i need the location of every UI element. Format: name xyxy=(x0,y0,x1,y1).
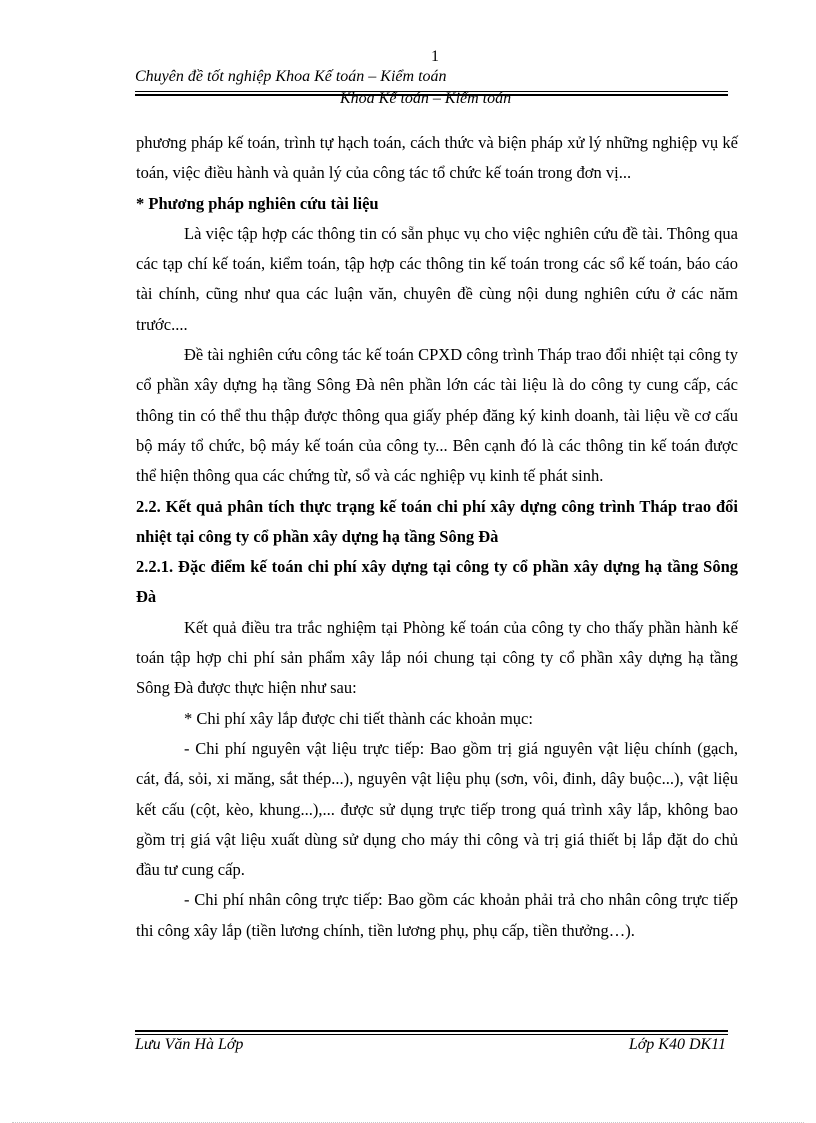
header-title: Chuyên đề tốt nghiệp Khoa Kế toán – Kiểm toán xyxy=(135,68,447,85)
subsection-heading: 2.2.1. Đặc điểm kế toán chi phí xây dựng tại công ty cổ phần xây dựng hạ tầng Sông Đà xyxy=(136,557,738,607)
footer-author: Lưu Văn Hà Lớp xyxy=(135,1036,244,1053)
footer-class: Lớp K40 DK11 xyxy=(628,1036,726,1053)
footer-rule xyxy=(135,1034,728,1035)
footer-rule-thick xyxy=(135,1030,728,1032)
paragraph: * Chi phí xây lắp được chi tiết thành các khoản mục: xyxy=(184,708,533,728)
paragraph: phương pháp kế toán, trình tự hạch toán, cách thức và biện pháp xử lý những nghiệp vụ kế toán, việc điều hành và quản lý của công tác tổ chức kế toán trong đơn vị... xyxy=(136,133,738,183)
paragraph: - Chi phí nhân công trực tiếp: Bao gồm các khoản phải trả cho nhân công trực tiếp thi công xây lắp (tiền lương chính, tiền lương phụ, phụ cấp, tiền thưởng…). xyxy=(136,890,738,940)
page-number: 1 xyxy=(431,48,439,65)
header-subtitle: Khoa Kế toán – Kiểm toán xyxy=(340,90,512,104)
document-body xyxy=(136,128,738,946)
paragraph: Là việc tập hợp các thông tin có sẵn phục vụ cho việc nghiên cứu đề tài. Thông qua các tạp chí kế toán, kiểm toán, tập hợp các thông tin kế toán trong các sổ kế toán, báo cáo tài chính, cũng như qua các luận văn, chuyên đề cùng nội dung nghiên cứu ở các năm trước.... xyxy=(136,223,738,334)
section-heading: 2.2. Kết quả phân tích thực trạng kế toán chi phí xây dựng công trình Tháp trao đổi nhiệt tại công ty cổ phần xây dựng hạ tầng Sông Đà xyxy=(136,496,738,546)
section-heading: * Phương pháp nghiên cứu tài liệu xyxy=(136,193,379,213)
paragraph: Kết quả điều tra trắc nghiệm tại Phòng kế toán của công ty cho thấy phần hành kế toán tập hợp chi phí sản phẩm xây lắp nói chung tại công ty cổ phần xây dựng hạ tầng Sông Đà được thực hiện như sau: xyxy=(136,617,738,698)
paragraph: Đề tài nghiên cứu công tác kế toán CPXD công trình Tháp trao đổi nhiệt tại công ty cổ phần xây dựng hạ tầng Sông Đà nên phần lớn các tài liệu là do công ty cung cấp, các thông tin có thể thu thập được thông qua giấy phép đăng ký kinh doanh, tài liệu về cơ cấu bộ máy tổ chức, bộ máy kế toán của công ty... Bên cạnh đó là các thông tin kế toán được thể hiện thông qua các chứng từ, sổ và các nghiệp vụ kinh tế phát sinh. xyxy=(136,345,738,486)
paragraph: - Chi phí nguyên vật liệu trực tiếp: Bao gồm trị giá nguyên vật liệu chính (gạch, cát, đá, sỏi, xi măng, sắt thép...), nguyên vật liệu phụ (sơn, vôi, đinh, dây buộc...), vật liệu kết cấu (cột, kèo, khung...),... được sử dụng trực tiếp trong quá trình xây lắp, không bao gồm trị giá vật liệu xuất dùng sử dụng cho máy thi công và trị giá thiết bị lắp đặt do chủ đầu tư cung cấp. xyxy=(136,738,738,880)
